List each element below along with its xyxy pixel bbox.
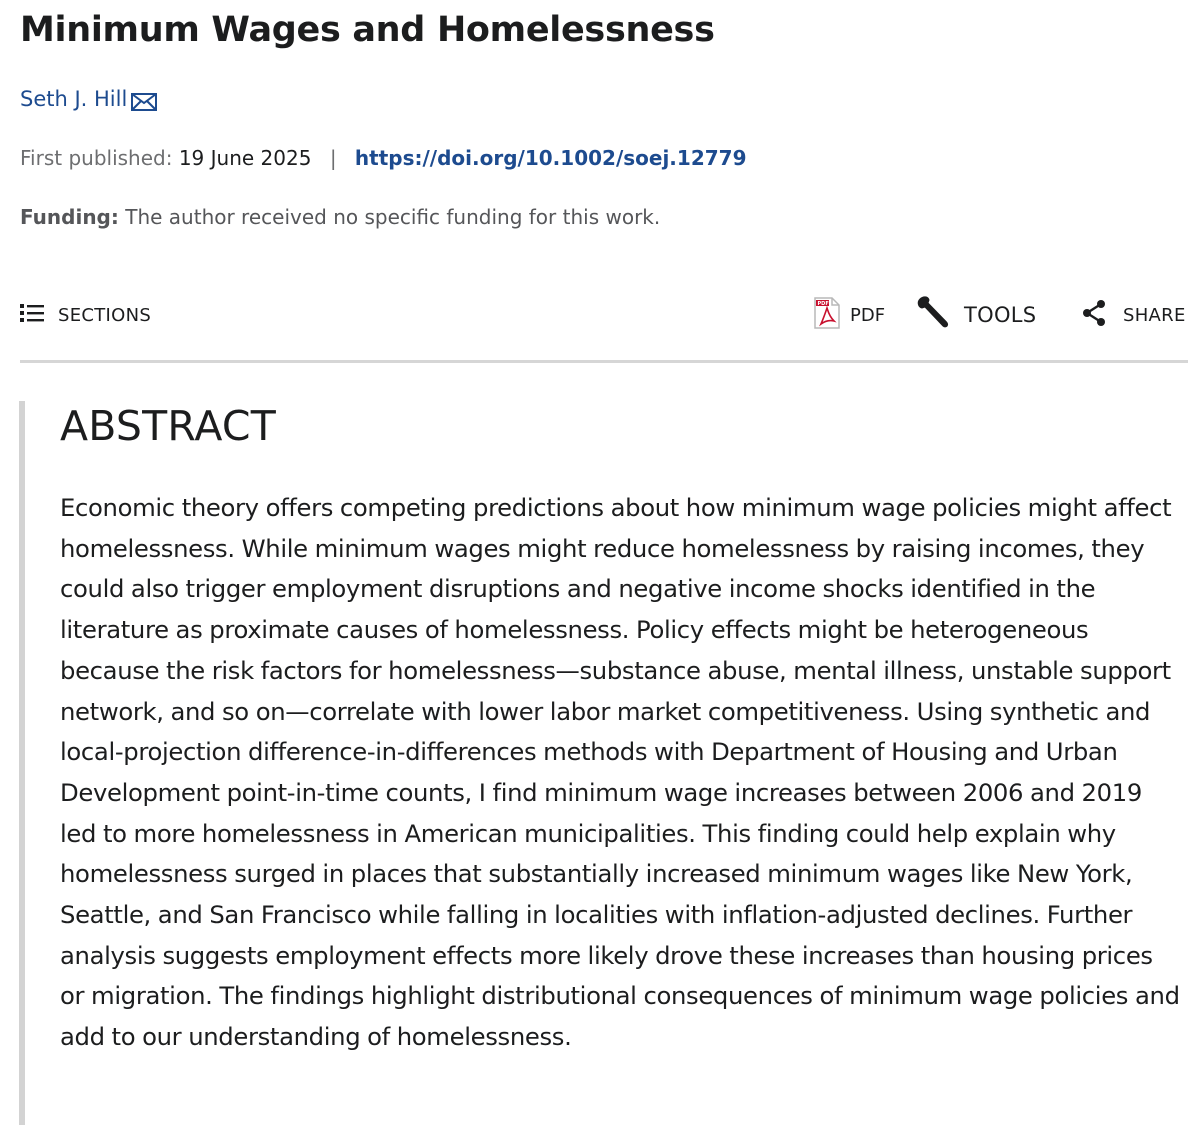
article-title: Minimum Wages and Homelessness [20, 10, 715, 50]
share-button[interactable] [1081, 295, 1186, 335]
sections-button[interactable] [20, 295, 151, 335]
abstract-accent-bar [19, 401, 25, 1125]
pdf-button[interactable] [814, 295, 885, 335]
abstract-heading: ABSTRACT [60, 402, 276, 450]
envelope-icon[interactable] [131, 92, 157, 110]
separator: | [329, 146, 337, 170]
funding-label: Funding: [20, 205, 119, 229]
author-row [20, 87, 157, 111]
wrench-icon [916, 296, 950, 334]
doi-link[interactable]: https://doi.org/10.1002/soej.12779 [354, 146, 747, 170]
share-label: SHARE [1123, 304, 1186, 326]
article-toolbar [20, 295, 1188, 335]
tools-button[interactable] [916, 295, 1036, 335]
list-icon [20, 303, 44, 327]
abstract-text: Economic theory offers competing predictions about how minimum wage policies might affect homelessness. While minimum wages might reduce homelessness by raising incomes, they could also trigger employment disruptions and negative income shocks identified in the literature as proximate causes of homelessness. Policy effects might be heterogeneous because the risk factors for homelessness—substance abuse, mental illness, unstable support network, and so on—correlate with lower labor market competitiveness. Using synthetic and local-projection difference-in-differences methods with Department of Housing and Urban Development point-in-time counts, I find minimum wage increases between 2006 and 2019 led to more homelessness in American municipalities. This finding could help explain why homelessness surged in places that substantially increased minimum wages like New York, Seattle, and San Francisco while falling in localities with inflation-adjusted declines. Further analysis suggests employment effects more likely drove these increases than housing prices or migration. The findings highlight distributional consequences of minimum wage policies and add to our understanding of homelessness. [60, 493, 1180, 1052]
share-icon [1081, 299, 1107, 331]
svg-text:PDF: PDF [817, 301, 829, 307]
funding-text: The author received no specific funding for this work. [125, 205, 661, 229]
tools-label: TOOLS [964, 303, 1037, 327]
pdf-file-icon [814, 297, 840, 333]
published-date: 19 June 2025 [178, 146, 312, 170]
author-link[interactable]: Seth J. Hill [20, 87, 128, 111]
sections-label: SECTIONS [58, 304, 152, 326]
published-label: First published: [20, 146, 173, 170]
toolbar-divider [20, 360, 1188, 363]
publication-info [20, 146, 746, 170]
pdf-label: PDF [850, 304, 886, 326]
funding-info [20, 205, 660, 229]
